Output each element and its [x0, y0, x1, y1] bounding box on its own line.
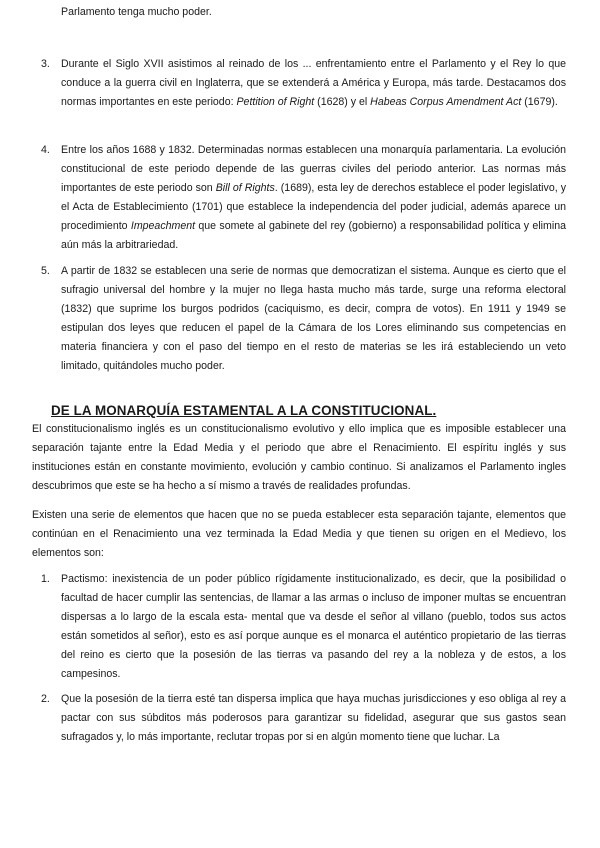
- list-item-3: [61, 55, 566, 112]
- section-heading: DE LA MONARQUÍA ESTAMENTAL A LA CONSTITUCIONAL.: [51, 403, 437, 418]
- bill-of-rights-title: Bill of Rights: [215, 182, 275, 194]
- impeachment-term: Impeachment: [130, 220, 196, 232]
- intro-fragment: Parlamento tenga mucho poder.: [61, 6, 212, 18]
- list-item-4: [61, 141, 566, 255]
- list-number-5: 5.: [41, 265, 50, 277]
- list-item-4-text-b: . (1689), esta ley de derechos establece el poder legislativo, y el Acta de Establecimiento (1701) que establece la independencia del poder judicial, además aparece un procedimiento: [61, 182, 566, 232]
- list-item-3-text-a: Durante el Siglo XVII asistimos al reinado de los ... enfrentamiento entre el Parlamento y el Rey lo que conduce a la guerra civil en Inglaterra, que se extenderá a América y Europa, más tarde. Destacamos dos normas importantes en este periodo:: [61, 58, 566, 108]
- list-number-3: 3.: [41, 58, 50, 70]
- paragraph-1: El constitucionalismo inglés es un constitucionalismo evolutivo y ello implica que es imposible establecer una separación tajante entre la Edad Media y el periodo que abre el Renacimiento. El espíritu inglés y sus instituciones están en constante movimiento, evolución y cambio continuo. Si analizamos el Parlamento ingles descubrimos que este se ha hecho a sí mismo a través de realidades profundas.: [32, 423, 566, 492]
- list-item-5: A partir de 1832 se establecen una serie de normas que democratizan el sistema. Aunque es cierto que el sufragio universal del hombre y la mujer no llega hasta mucho más tarde, surge una reforma electoral (1832) que suprime los burgos podridos (caciquismo, es decir, compra de votos). En 1911 y 1949 se estipulan dos leyes que reducen el papel de la Cámara de los Lores eliminando sus competencias en materia financiera y con el paso del tiempo en el resto de materias se les irá estableciendo un veto limitado, quitándoles mucho poder.: [61, 265, 566, 372]
- habeas-corpus-title: Habeas Corpus Amendment Act: [370, 96, 522, 108]
- list-b-number-2: 2.: [41, 693, 50, 705]
- list-b-item-1: Pactismo: inexistencia de un poder público rígidamente institucionalizado, es decir, que la posibilidad o facultad de hacer cumplir las sentencias, de llamar a las armas o incluso de imponer multas se encuentran dispersas a lo largo de la escala esta- mental que va desde el señor al villano (pueblo, todos sus actos están sometidos al señor), esto es así porque aunque es el monarca el auténtico propietario de las tierras del reino es cierto que la posesión de las tierras va pasando del rey a la nobleza y de estos, a los campesinos.: [61, 573, 566, 680]
- list-b-item-2: Que la posesión de la tierra esté tan dispersa implica que haya muchas jurisdicciones y eso obliga al rey a pactar con sus súbditos más poderosos para garantizar su fidelidad, asegurar que sus gastos sean sufragados y, lo más importante, reclutar tropas por si en algún momento tiene que luchar. La: [61, 693, 566, 743]
- list-item-4-text-a: Entre los años 1688 y 1832. Determinadas normas establecen una monarquía parlamentaria. La evolución constitucional de este periodo depende de las guerras civiles del periodo anterior. Las normas más importantes de este periodo son: [61, 144, 566, 194]
- list-number-4: 4.: [41, 144, 50, 156]
- list-item-3-text-c: (1679).: [521, 96, 558, 108]
- list-b-number-1: 1.: [41, 573, 50, 585]
- list-item-4-text-c: que somete al gabinete del rey (gobierno) a responsabilidad política y elimina aún más la arbitrariedad.: [61, 220, 566, 251]
- paragraph-2: Existen una serie de elementos que hacen que no se pueda establecer esta separación tajante, elementos que continúan en el Renacimiento una vez terminada la Edad Media y que tienen su origen en el Medievo, los elementos son:: [32, 509, 566, 559]
- list-item-3-text-b: (1628) y el: [314, 96, 371, 108]
- petition-of-right-title: Pettition of Right: [236, 96, 315, 108]
